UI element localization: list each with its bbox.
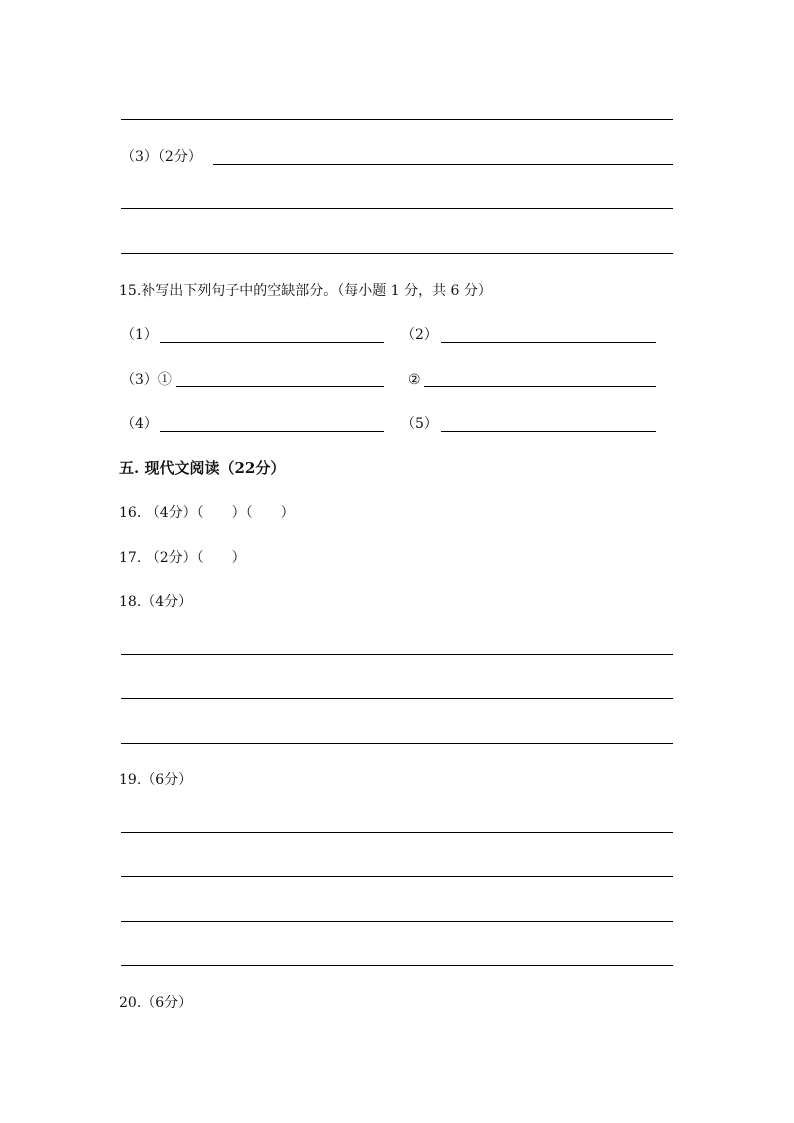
q15-title: 15.补写出下列句子中的空缺部分。（每小题 1 分，共 6 分） [119, 283, 492, 299]
q15-part4-label: （4） [121, 416, 158, 432]
q19-label: 19.（6分） [119, 772, 193, 788]
q15-part3b-label: ② [408, 372, 421, 388]
q15-part3a-answer-line[interactable] [176, 386, 384, 387]
answer-line[interactable] [121, 119, 673, 120]
q19-answer-line-1[interactable] [121, 832, 673, 833]
q18-answer-line-1[interactable] [121, 654, 673, 655]
answer-line[interactable] [121, 253, 673, 254]
q16-label: 16. （4分）（ ）（ ） [119, 505, 295, 521]
q15-part3a-label: （3）① [121, 372, 172, 388]
q15-part5-label: （5） [401, 416, 438, 432]
q15-part2-answer-line[interactable] [441, 342, 656, 343]
q19-answer-line-4[interactable] [121, 965, 673, 966]
q15-part2-label: （2） [401, 327, 438, 343]
q14-part3-label: （3）（2分） [121, 149, 202, 165]
q18-label: 18.（4分） [119, 594, 193, 610]
q15-part3b-answer-line[interactable] [424, 386, 656, 387]
q17-label: 17. （2分）（ ） [119, 550, 246, 566]
q19-answer-line-3[interactable] [121, 921, 673, 922]
q15-part1-answer-line[interactable] [160, 342, 384, 343]
section5-title: 五. 现代文阅读（22分） [119, 459, 286, 477]
q18-answer-line-2[interactable] [121, 698, 673, 699]
q15-part4-answer-line[interactable] [160, 431, 384, 432]
q15-part5-answer-line[interactable] [441, 431, 656, 432]
q19-answer-line-2[interactable] [121, 876, 673, 877]
q14-part3-answer-line[interactable] [213, 164, 673, 165]
answer-line[interactable] [121, 208, 673, 209]
q18-answer-line-3[interactable] [121, 743, 673, 744]
q15-part1-label: （1） [121, 327, 158, 343]
q20-label: 20.（6分） [119, 995, 193, 1011]
